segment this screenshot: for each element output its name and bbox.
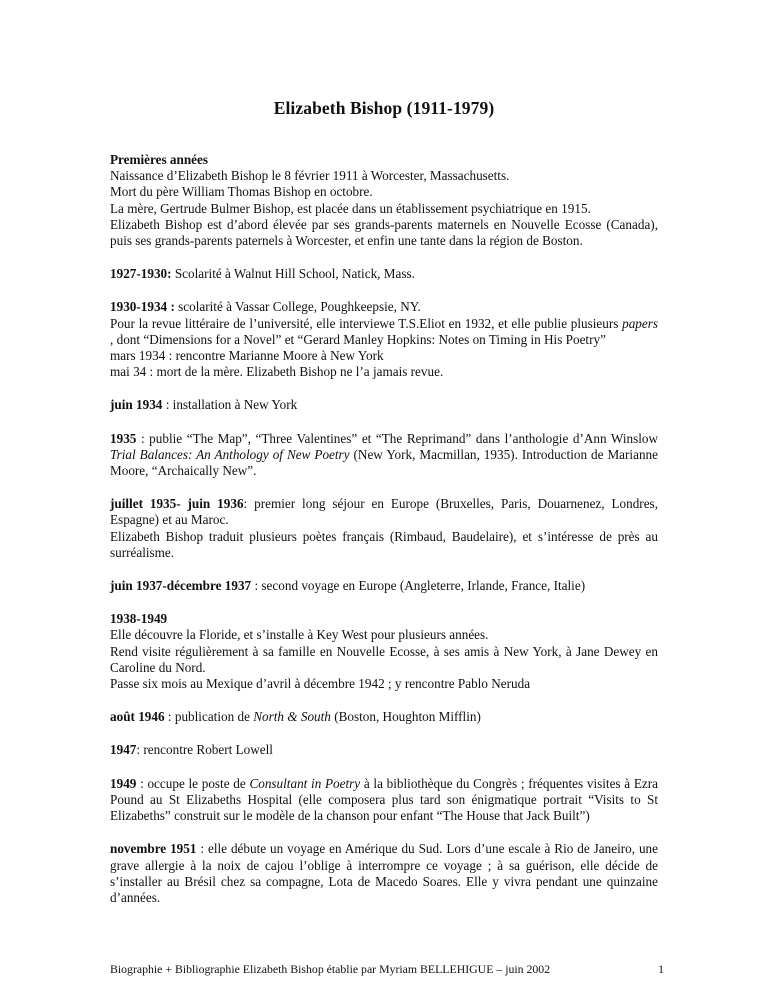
page-number: 1: [658, 962, 664, 976]
biography-body: [110, 152, 658, 923]
section-1927: [110, 266, 658, 282]
section-heading: Premières années: [110, 152, 209, 167]
paragraph-line: Mort du père William Thomas Bishop en octobre.: [110, 184, 373, 200]
section-1938-1949: [110, 611, 658, 692]
entry-italic: Trial Balances: An Anthology of New Poetry: [110, 446, 350, 462]
entry-text: à la bibliothèque du Congrès ; fréquentes visites à Ezra Pound au St Elizabeths Hospital (elle composera plus tard son énigmatique portrait “Visits to St Elizabeths” construit sur le modèle de la chanson pour enfant “The House that Jack Built”): [110, 775, 658, 824]
entry-text: : premier long séjour en Europe (Bruxelles, Paris, Douarnenez, Londres, Espagne) et au Maroc.: [110, 496, 658, 528]
entry-text: (New York, Macmillan, 1935). Introduction de Marianne Moore, “Archaically New”.: [110, 446, 658, 479]
section-1934: [110, 397, 658, 413]
entry-italic: Consultant in Poetry: [249, 775, 361, 791]
paragraph-line: mai 34 : mort de la mère. Elizabeth Bishop ne l’a jamais revue.: [110, 364, 444, 380]
date-label: 1930-1934 :: [110, 299, 175, 315]
date-label: 1949: [110, 775, 137, 791]
entry-text: : installation à New York: [162, 397, 298, 413]
date-label: 1935: [110, 430, 137, 446]
entry-text: : second voyage en Europe (Angleterre, Irlande, France, Italie): [251, 578, 586, 594]
date-label: 1938-1949: [110, 611, 168, 627]
paragraph-line: Elle découvre la Floride, et s’installe à Key West pour plusieurs années.: [110, 627, 489, 643]
entry-text: , dont “Dimensions for a Novel” et “Gerard Manley Hopkins: Notes on Timing in His Poetry”: [110, 331, 606, 347]
date-label: juin 1934: [110, 397, 163, 413]
paragraph-line: La mère, Gertrude Bulmer Bishop, est placée dans un établissement psychiatrique en 1915.: [110, 200, 591, 216]
entry-italic: papers: [622, 315, 658, 331]
section-1935-1936: [110, 496, 658, 561]
entry-text: (Boston, Houghton Mifflin): [330, 709, 481, 725]
paragraph-line: Passe six mois au Mexique d’avril à décembre 1942 ; y rencontre Pablo Neruda: [110, 676, 531, 692]
date-label: août 1946: [110, 709, 165, 725]
paragraph-line: Elizabeth Bishop traduit plusieurs poètes français (Rimbaud, Baudelaire), et s’intéresse de près au surréalisme.: [110, 528, 658, 560]
entry-text: scolarité à Vassar College, Poughkeepsie, NY.: [174, 299, 421, 315]
section-early-years: [110, 152, 658, 249]
entry-text: Scolarité à Walnut Hill School, Natick, Mass.: [171, 266, 415, 282]
section-1951: [110, 841, 658, 906]
page-title: Elizabeth Bishop (1911-1979): [273, 98, 495, 118]
entry-text: : occupe le poste de: [136, 775, 250, 791]
section-1949: [110, 776, 658, 825]
page-footer: Biographie + Bibliographie Elizabeth Bishop établie par Myriam BELLEHIGUE – juin 2002: [110, 962, 551, 976]
date-label: 1927-1930:: [110, 266, 172, 282]
paragraph-line: mars 1934 : rencontre Marianne Moore à New York: [110, 348, 384, 364]
paragraph-line: Elizabeth Bishop est d’abord élevée par ses grands-parents maternels en Nouvelle Ecosse (Canada), puis ses grands-parents paternels à Worcester, et enfin une tante dans la région de Boston.: [110, 216, 658, 249]
entry-text: Pour la revue littéraire de l’université, elle interviewe T.S.Eliot en 1932, et elle publie plusieurs: [110, 315, 623, 331]
section-1947: [110, 742, 658, 758]
section-1946: [110, 709, 658, 725]
date-label: 1947: [110, 742, 137, 758]
section-1930: [110, 299, 658, 380]
date-label: juillet 1935- juin 1936: [110, 496, 244, 512]
entry-text: : rencontre Robert Lowell: [136, 742, 273, 758]
entry-text: : publie “The Map”, “Three Valentines” et “The Reprimand” dans l’anthologie d’Ann Winslow: [136, 430, 658, 446]
date-label: juin 1937-décembre 1937: [110, 578, 252, 594]
entry-text: : elle débute un voyage en Amérique du Sud. Lors d’une escale à Rio de Janeiro, une grave allergie à la noix de cajou l’oblige à interrompre ce voyage ; à sa guérison, elle décide de s’installer au Brésil chez sa compagne, Lota de Macedo Soares. Elle y vivra pendant une quinzaine d’années.: [110, 841, 658, 905]
section-1935: [110, 431, 658, 480]
paragraph-line: Naissance d’Elizabeth Bishop le 8 février 1911 à Worcester, Massachusetts.: [110, 168, 510, 184]
entry-text: : publication de: [164, 709, 254, 725]
date-label: novembre 1951: [110, 841, 197, 857]
entry-italic: North & South: [253, 709, 331, 725]
paragraph-line: Rend visite régulièrement à sa famille en Nouvelle Ecosse, à ses amis à New York, à Jane Dewey en Caroline du Nord.: [110, 643, 658, 675]
section-1937: [110, 578, 658, 594]
